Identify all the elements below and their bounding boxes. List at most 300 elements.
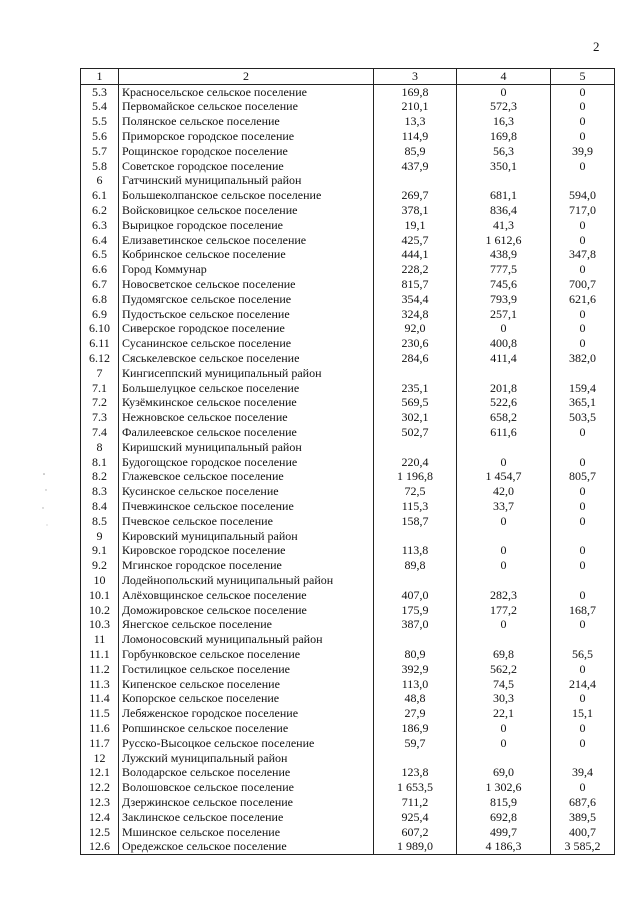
- row-number: 10: [81, 573, 119, 588]
- row-number: 8.3: [81, 484, 119, 499]
- table-row: [81, 203, 615, 218]
- value-col-4: [457, 751, 551, 766]
- value-col-5: 365,1: [551, 396, 615, 411]
- row-number: 12: [81, 751, 119, 766]
- settlement-name: Кузёмкинское сельское поселение: [119, 396, 374, 411]
- header-col-2: 2: [119, 69, 374, 85]
- value-col-3: 354,4: [374, 292, 457, 307]
- value-col-4: 177,2: [457, 603, 551, 618]
- value-col-5: 0: [551, 159, 615, 174]
- table-row: [81, 484, 615, 499]
- value-col-3: [374, 366, 457, 381]
- value-col-3: 13,3: [374, 114, 457, 129]
- value-col-3: 123,8: [374, 765, 457, 780]
- settlement-name: Большелуцкое сельское поселение: [119, 381, 374, 396]
- value-col-5: 0: [551, 544, 615, 559]
- row-number: 11.7: [81, 736, 119, 751]
- row-number: 6.3: [81, 218, 119, 233]
- row-number: 12.3: [81, 795, 119, 810]
- table-row: [81, 765, 615, 780]
- value-col-5: [551, 174, 615, 189]
- row-number: 5.6: [81, 129, 119, 144]
- value-col-3: 1 653,5: [374, 780, 457, 795]
- value-col-5: 700,7: [551, 277, 615, 292]
- table-row: [81, 795, 615, 810]
- value-col-3: 19,1: [374, 218, 457, 233]
- row-number: 6.8: [81, 292, 119, 307]
- value-col-4: 692,8: [457, 810, 551, 825]
- value-col-5: 0: [551, 322, 615, 337]
- value-col-4: 0: [457, 736, 551, 751]
- row-number: 5.3: [81, 84, 119, 99]
- table-row: [81, 544, 615, 559]
- row-number: 8.4: [81, 499, 119, 514]
- row-number: 6.4: [81, 233, 119, 248]
- value-col-4: 0: [457, 721, 551, 736]
- row-number: 9.2: [81, 558, 119, 573]
- row-number: 9: [81, 529, 119, 544]
- table-row: [81, 188, 615, 203]
- value-col-3: 1 196,8: [374, 470, 457, 485]
- value-col-4: 0: [457, 455, 551, 470]
- value-col-3: 210,1: [374, 100, 457, 115]
- table-row: [81, 470, 615, 485]
- value-col-3: [374, 632, 457, 647]
- value-col-4: [457, 632, 551, 647]
- value-col-4: 777,5: [457, 262, 551, 277]
- value-col-3: 324,8: [374, 307, 457, 322]
- value-col-3: 235,1: [374, 381, 457, 396]
- value-col-5: 503,5: [551, 410, 615, 425]
- value-col-3: [374, 751, 457, 766]
- value-col-3: 607,2: [374, 825, 457, 840]
- row-number: 6: [81, 174, 119, 189]
- value-col-5: 0: [551, 514, 615, 529]
- table-row: [81, 825, 615, 840]
- settlement-name: Лужский муниципальный район: [119, 751, 374, 766]
- row-number: 11.5: [81, 706, 119, 721]
- value-col-3: 284,6: [374, 351, 457, 366]
- row-number: 12.6: [81, 839, 119, 854]
- value-col-3: [374, 573, 457, 588]
- value-col-3: 1 989,0: [374, 839, 457, 854]
- value-col-4: 16,3: [457, 114, 551, 129]
- settlement-name: Вырицкое городское поселение: [119, 218, 374, 233]
- value-col-4: 201,8: [457, 381, 551, 396]
- table-row: [81, 810, 615, 825]
- row-number: 6.10: [81, 322, 119, 337]
- table-row: [81, 322, 615, 337]
- value-col-5: 214,4: [551, 677, 615, 692]
- value-col-3: 59,7: [374, 736, 457, 751]
- table-row: [81, 603, 615, 618]
- settlement-name: Новосветское сельское поселение: [119, 277, 374, 292]
- value-col-5: 382,0: [551, 351, 615, 366]
- settlement-name: Приморское городское поселение: [119, 129, 374, 144]
- value-col-5: 717,0: [551, 203, 615, 218]
- value-col-4: 522,6: [457, 396, 551, 411]
- value-col-4: 0: [457, 544, 551, 559]
- settlement-name: Сяськелевское сельское поселение: [119, 351, 374, 366]
- table-row: [81, 129, 615, 144]
- settlement-name: Волошовское сельское поселение: [119, 780, 374, 795]
- value-col-3: 114,9: [374, 129, 457, 144]
- settlement-name: Лодейнопольский муниципальный район: [119, 573, 374, 588]
- row-number: 10.1: [81, 588, 119, 603]
- value-col-4: 745,6: [457, 277, 551, 292]
- value-col-4: 56,3: [457, 144, 551, 159]
- table-row: [81, 100, 615, 115]
- settlement-name: Кобринское сельское поселение: [119, 248, 374, 263]
- row-number: 11.4: [81, 691, 119, 706]
- value-col-3: 158,7: [374, 514, 457, 529]
- row-number: 11: [81, 632, 119, 647]
- value-col-3: 27,9: [374, 706, 457, 721]
- header-col-4: 4: [457, 69, 551, 85]
- value-col-3: 925,4: [374, 810, 457, 825]
- settlement-name: Фалилеевское сельское поселение: [119, 425, 374, 440]
- table-row: [81, 455, 615, 470]
- value-col-4: 836,4: [457, 203, 551, 218]
- value-col-5: 389,5: [551, 810, 615, 825]
- row-number: 8.1: [81, 455, 119, 470]
- value-col-3: 407,0: [374, 588, 457, 603]
- table-row: [81, 233, 615, 248]
- settlement-name: Полянское сельское поселение: [119, 114, 374, 129]
- value-col-3: 302,1: [374, 410, 457, 425]
- settlement-name: Заклинское сельское поселение: [119, 810, 374, 825]
- settlement-name: Киришский муниципальный район: [119, 440, 374, 455]
- settlement-name: Володарское сельское поселение: [119, 765, 374, 780]
- settlement-name: Елизаветинское сельское поселение: [119, 233, 374, 248]
- value-col-5: 168,7: [551, 603, 615, 618]
- value-col-4: 0: [457, 558, 551, 573]
- value-col-4: 572,3: [457, 100, 551, 115]
- table-row: [81, 174, 615, 189]
- table-row: [81, 410, 615, 425]
- value-col-5: 0: [551, 114, 615, 129]
- row-number: 11.2: [81, 662, 119, 677]
- value-col-5: 0: [551, 691, 615, 706]
- value-col-4: [457, 366, 551, 381]
- table-row: [81, 292, 615, 307]
- value-col-4: 350,1: [457, 159, 551, 174]
- value-col-5: 0: [551, 736, 615, 751]
- table-row: [81, 440, 615, 455]
- value-col-5: 0: [551, 558, 615, 573]
- value-col-5: [551, 440, 615, 455]
- page-number: 2: [593, 39, 600, 54]
- header-col-3: 3: [374, 69, 457, 85]
- table-row: [81, 691, 615, 706]
- table-row: [81, 396, 615, 411]
- settlement-name: Кипенское сельское поселение: [119, 677, 374, 692]
- table-row: [81, 499, 615, 514]
- value-col-5: [551, 366, 615, 381]
- settlement-name: Пудомягское сельское поселение: [119, 292, 374, 307]
- value-col-4: 0: [457, 322, 551, 337]
- table-row: [81, 336, 615, 351]
- row-number: 7.4: [81, 425, 119, 440]
- table-row: [81, 248, 615, 263]
- value-col-4: 257,1: [457, 307, 551, 322]
- settlement-name: Доможировское сельское поселение: [119, 603, 374, 618]
- settlement-name: Кингисеппский муниципальный район: [119, 366, 374, 381]
- value-col-3: 115,3: [374, 499, 457, 514]
- row-number: 6.6: [81, 262, 119, 277]
- row-number: 12.1: [81, 765, 119, 780]
- row-number: 5.5: [81, 114, 119, 129]
- value-col-3: 437,9: [374, 159, 457, 174]
- row-number: 6.7: [81, 277, 119, 292]
- settlement-name: Город Коммунар: [119, 262, 374, 277]
- value-col-5: 0: [551, 662, 615, 677]
- settlement-name: Войсковицкое сельское поселение: [119, 203, 374, 218]
- value-col-5: [551, 751, 615, 766]
- settlement-name: Гатчинский муниципальный район: [119, 174, 374, 189]
- table-row: [81, 662, 615, 677]
- row-number: 12.2: [81, 780, 119, 795]
- value-col-4: 681,1: [457, 188, 551, 203]
- settlement-name: Мшинское сельское поселение: [119, 825, 374, 840]
- row-number: 12.5: [81, 825, 119, 840]
- settlement-name: Сиверское городское поселение: [119, 322, 374, 337]
- value-col-3: [374, 529, 457, 544]
- settlement-name: Сусанинское сельское поселение: [119, 336, 374, 351]
- value-col-4: 169,8: [457, 129, 551, 144]
- settlement-name: Гостилицкое сельское поселение: [119, 662, 374, 677]
- value-col-5: 56,5: [551, 647, 615, 662]
- table-row: [81, 677, 615, 692]
- value-col-5: 159,4: [551, 381, 615, 396]
- table-row: [81, 159, 615, 174]
- value-col-4: 42,0: [457, 484, 551, 499]
- value-col-4: 611,6: [457, 425, 551, 440]
- settlement-name: Янегское сельское поселение: [119, 617, 374, 632]
- table-row: [81, 307, 615, 322]
- value-col-3: [374, 440, 457, 455]
- table-row: [81, 588, 615, 603]
- value-col-4: 30,3: [457, 691, 551, 706]
- value-col-5: 0: [551, 780, 615, 795]
- value-col-3: 502,7: [374, 425, 457, 440]
- table-row: [81, 706, 615, 721]
- value-col-4: 69,0: [457, 765, 551, 780]
- settlement-name: Кировский муниципальный район: [119, 529, 374, 544]
- settlement-name: Первомайское сельское поселение: [119, 100, 374, 115]
- table-row: [81, 647, 615, 662]
- value-col-4: [457, 174, 551, 189]
- value-col-5: 0: [551, 617, 615, 632]
- value-col-3: 72,5: [374, 484, 457, 499]
- table-row: [81, 558, 615, 573]
- margin-scan-marks: [40, 470, 54, 530]
- value-col-4: 33,7: [457, 499, 551, 514]
- value-col-5: 0: [551, 262, 615, 277]
- row-number: 11.1: [81, 647, 119, 662]
- value-col-4: 411,4: [457, 351, 551, 366]
- value-col-3: 113,8: [374, 544, 457, 559]
- row-number: 6.11: [81, 336, 119, 351]
- value-col-5: 621,6: [551, 292, 615, 307]
- settlement-name: Ломоносовский муниципальный район: [119, 632, 374, 647]
- settlement-name: Пчевжинское сельское поселение: [119, 499, 374, 514]
- row-number: 8.5: [81, 514, 119, 529]
- value-col-3: 89,8: [374, 558, 457, 573]
- value-col-4: 815,9: [457, 795, 551, 810]
- value-col-5: 347,8: [551, 248, 615, 263]
- value-col-3: 175,9: [374, 603, 457, 618]
- settlement-name: Пудостьское сельское поселение: [119, 307, 374, 322]
- table-row: [81, 632, 615, 647]
- value-col-4: 0: [457, 84, 551, 99]
- value-col-5: 687,6: [551, 795, 615, 810]
- row-number: 5.7: [81, 144, 119, 159]
- value-col-3: 85,9: [374, 144, 457, 159]
- value-col-5: 3 585,2: [551, 839, 615, 854]
- value-col-5: 15,1: [551, 706, 615, 721]
- value-col-5: [551, 529, 615, 544]
- value-col-3: 230,6: [374, 336, 457, 351]
- value-col-4: 0: [457, 514, 551, 529]
- row-number: 11.6: [81, 721, 119, 736]
- value-col-5: 0: [551, 307, 615, 322]
- table-row: [81, 721, 615, 736]
- value-col-5: 594,0: [551, 188, 615, 203]
- value-col-3: 444,1: [374, 248, 457, 263]
- value-col-4: 4 186,3: [457, 839, 551, 854]
- table-row: [81, 366, 615, 381]
- settlement-name: Красносельское сельское поселение: [119, 84, 374, 99]
- row-number: 7: [81, 366, 119, 381]
- value-col-4: 22,1: [457, 706, 551, 721]
- value-col-5: 0: [551, 484, 615, 499]
- settlement-name: Дзержинское сельское поселение: [119, 795, 374, 810]
- data-table: [80, 68, 615, 855]
- value-col-4: 438,9: [457, 248, 551, 263]
- settlement-name: Копорское сельское поселение: [119, 691, 374, 706]
- row-number: 9.1: [81, 544, 119, 559]
- row-number: 5.4: [81, 100, 119, 115]
- value-col-5: 0: [551, 233, 615, 248]
- settlement-name: Лебяженское городское поселение: [119, 706, 374, 721]
- value-col-3: [374, 174, 457, 189]
- table-row: [81, 277, 615, 292]
- settlement-name: Горбунковское сельское поселение: [119, 647, 374, 662]
- value-col-4: 74,5: [457, 677, 551, 692]
- value-col-4: 793,9: [457, 292, 551, 307]
- value-col-3: 569,5: [374, 396, 457, 411]
- table-row: [81, 262, 615, 277]
- value-col-5: 400,7: [551, 825, 615, 840]
- settlement-name: Алёховщинское сельское поселение: [119, 588, 374, 603]
- row-number: 5.8: [81, 159, 119, 174]
- value-col-3: 228,2: [374, 262, 457, 277]
- table-row: [81, 839, 615, 854]
- row-number: 8.2: [81, 470, 119, 485]
- value-col-4: [457, 529, 551, 544]
- value-col-4: 282,3: [457, 588, 551, 603]
- table-row: [81, 780, 615, 795]
- value-col-3: 186,9: [374, 721, 457, 736]
- settlement-name: Пчевское сельское поселение: [119, 514, 374, 529]
- settlement-name: Оредежское сельское поселение: [119, 839, 374, 854]
- value-col-3: 48,8: [374, 691, 457, 706]
- value-col-5: 39,4: [551, 765, 615, 780]
- row-number: 6.1: [81, 188, 119, 203]
- row-number: 8: [81, 440, 119, 455]
- value-col-5: 39,9: [551, 144, 615, 159]
- table-row: [81, 529, 615, 544]
- value-col-5: 0: [551, 499, 615, 514]
- value-col-5: 0: [551, 84, 615, 99]
- value-col-3: 80,9: [374, 647, 457, 662]
- value-col-5: 0: [551, 455, 615, 470]
- table-row: [81, 144, 615, 159]
- row-number: 6.5: [81, 248, 119, 263]
- table-row: [81, 514, 615, 529]
- table-row: [81, 573, 615, 588]
- value-col-5: 0: [551, 721, 615, 736]
- header-col-5: 5: [551, 69, 615, 85]
- settlement-name: Мгинское городское поселение: [119, 558, 374, 573]
- settlement-name: Кусинское сельское поселение: [119, 484, 374, 499]
- row-number: 10.3: [81, 617, 119, 632]
- settlement-name: Советское городское поселение: [119, 159, 374, 174]
- value-col-4: 562,2: [457, 662, 551, 677]
- value-col-3: 92,0: [374, 322, 457, 337]
- value-col-5: 0: [551, 129, 615, 144]
- value-col-5: 0: [551, 100, 615, 115]
- row-number: 12.4: [81, 810, 119, 825]
- value-col-3: 220,4: [374, 455, 457, 470]
- value-col-5: [551, 573, 615, 588]
- table-header-row: [81, 69, 615, 85]
- value-col-4: [457, 573, 551, 588]
- value-col-4: 1 612,6: [457, 233, 551, 248]
- table-row: [81, 84, 615, 99]
- settlement-name: Кировское городское поселение: [119, 544, 374, 559]
- table-row: [81, 381, 615, 396]
- settlement-name: Глажевское сельское поселение: [119, 470, 374, 485]
- table-row: [81, 218, 615, 233]
- table-row: [81, 617, 615, 632]
- value-col-4: 1 454,7: [457, 470, 551, 485]
- value-col-5: 0: [551, 218, 615, 233]
- row-number: 7.3: [81, 410, 119, 425]
- value-col-4: 41,3: [457, 218, 551, 233]
- header-col-1: 1: [81, 69, 119, 85]
- value-col-3: 711,2: [374, 795, 457, 810]
- value-col-4: 658,2: [457, 410, 551, 425]
- table-row: [81, 736, 615, 751]
- table-row: [81, 751, 615, 766]
- row-number: 6.9: [81, 307, 119, 322]
- value-col-4: 0: [457, 617, 551, 632]
- row-number: 10.2: [81, 603, 119, 618]
- value-col-3: 378,1: [374, 203, 457, 218]
- value-col-3: 392,9: [374, 662, 457, 677]
- row-number: 11.3: [81, 677, 119, 692]
- value-col-3: 387,0: [374, 617, 457, 632]
- settlement-name: Будогощское городское поселение: [119, 455, 374, 470]
- table-row: [81, 114, 615, 129]
- value-col-4: 499,7: [457, 825, 551, 840]
- value-col-3: 169,8: [374, 84, 457, 99]
- value-col-3: 113,0: [374, 677, 457, 692]
- value-col-5: 805,7: [551, 470, 615, 485]
- row-number: 7.2: [81, 396, 119, 411]
